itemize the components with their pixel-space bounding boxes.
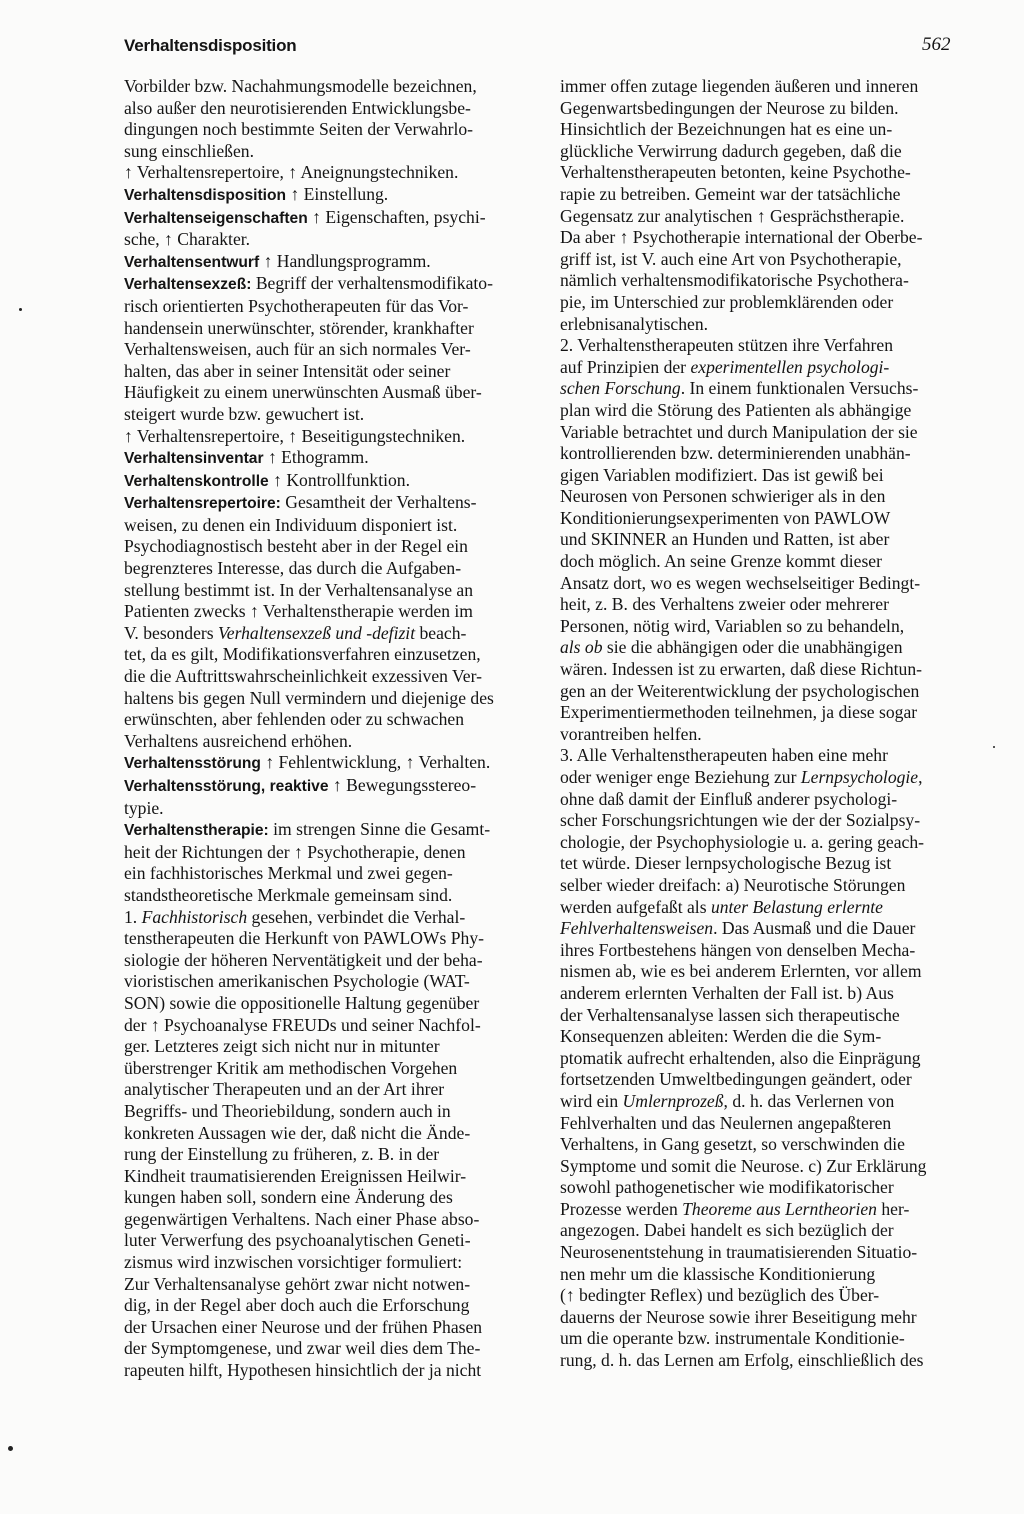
text-segment: gigen Variablen modifiziert. Das ist gewiß bei <box>560 464 884 485</box>
text-segment: Verhaltenstherapeuten betonten, keine Psychothe- <box>560 162 911 183</box>
text-line <box>560 443 968 465</box>
text-segment: fortsetzenden Umweltbedingungen geändert, oder <box>560 1069 912 1090</box>
text-line <box>124 688 534 710</box>
text-line <box>124 426 534 448</box>
text-line <box>560 918 968 940</box>
text-segment: Neurosen von Personen schwieriger als in den <box>560 486 886 507</box>
text-line <box>560 119 968 141</box>
text-line <box>560 227 968 249</box>
text-segment: ihres Fortbestehens hängen von denselben Mecha- <box>560 939 916 960</box>
text-line <box>124 76 534 98</box>
text-line <box>560 551 968 573</box>
text-segment: sie die abhängigen oder die unabhängigen <box>602 637 903 658</box>
text-line <box>560 1220 968 1242</box>
text-line <box>124 842 534 864</box>
text-segment: und SKINNER an Hunden und Ratten, ist aber <box>560 529 890 550</box>
text-line <box>560 270 968 292</box>
text-segment: ger. Letzteres zeigt sich nicht nur in mitunter <box>124 1036 440 1057</box>
text-segment: tet, da es gilt, Modifikationsverfahren einzusetzen, <box>124 644 481 665</box>
text-segment: kungen haben soll, sondern eine Änderung des <box>124 1187 453 1208</box>
text-line <box>560 810 968 832</box>
emphasis-text: Fachhistorisch <box>141 906 248 927</box>
text-segment: gesehen, verbindet die Verhal- <box>247 906 466 927</box>
text-line <box>560 637 968 659</box>
text-segment: vioristischen amerikanischen Psychologie (WAT- <box>124 971 470 992</box>
text-segment: 3. Alle Verhaltenstherapeuten haben eine mehr <box>560 745 888 766</box>
text-segment: erlebnisanalytischen. <box>560 313 709 334</box>
text-segment: ↑ Kontrollfunktion. <box>268 469 410 490</box>
text-line <box>124 993 534 1015</box>
text-line <box>124 1295 534 1317</box>
entry-headword: Verhaltensentwurf <box>124 253 260 271</box>
text-segment: sche, ↑ Charakter. <box>124 229 251 250</box>
text-line <box>124 1338 534 1360</box>
text-line <box>124 580 534 602</box>
text-line <box>560 832 968 854</box>
text-segment: stellung bestimmt ist. In der Verhaltensanalyse an <box>124 579 474 600</box>
text-segment: Ansatz dort, wo es wegen wechselseitiger Bedingt- <box>560 572 921 593</box>
text-segment: kontrollierenden bzw. determinierenden unabhän- <box>560 443 911 464</box>
text-segment: nismen ab, wie es bei anderem Erlernten, vor allem <box>560 961 922 982</box>
text-segment: Variable betrachtet und durch Manipulation der sie <box>560 421 918 442</box>
text-line <box>124 447 534 470</box>
text-line <box>560 529 968 551</box>
text-segment: sung einschließen. <box>124 140 254 161</box>
text-line <box>560 357 968 379</box>
text-segment: erwünschten, aber fehlenden oder zu schwachen <box>124 709 464 730</box>
text-segment: der ↑ Psychoanalyse FREUDs und seiner Nachfol- <box>124 1014 481 1035</box>
text-line <box>124 1209 534 1231</box>
text-line <box>124 1058 534 1080</box>
text-line <box>124 536 534 558</box>
text-line <box>124 119 534 141</box>
text-line <box>124 251 534 274</box>
text-segment: Gegensatz zur analytischen ↑ Gesprächstherapie. <box>560 205 905 226</box>
text-line <box>560 789 968 811</box>
text-line <box>560 422 968 444</box>
text-line <box>560 1199 968 1221</box>
text-line <box>124 184 534 207</box>
text-segment: weisen, zu denen ein Individuum disponiert ist. <box>124 514 458 535</box>
text-segment: heit, z. B. des Verhaltens zweier oder mehrerer <box>560 594 889 615</box>
text-line <box>124 229 534 251</box>
text-segment: handensein unerwünschter, störender, krankhafter <box>124 317 474 338</box>
text-line <box>124 1360 534 1382</box>
text-line <box>124 1252 534 1274</box>
text-line <box>124 623 534 645</box>
text-segment: 2. Verhaltenstherapeuten stützen ihre Verfahren <box>560 335 894 356</box>
text-segment: Fehlverhalten und das Neulernen angepaßteren <box>560 1112 892 1133</box>
text-line <box>560 1026 968 1048</box>
text-segment: 1. <box>124 906 142 927</box>
text-segment: der Symptomgenese, und zwar weil dies dem The- <box>124 1338 481 1359</box>
text-segment: gegenwärtigen Verhaltens. Nach einer Phase abso- <box>124 1208 480 1229</box>
emphasis-text: Lernpsychologie <box>800 767 919 787</box>
text-line <box>124 863 534 885</box>
text-line <box>124 971 534 993</box>
text-line <box>124 731 534 753</box>
text-line <box>560 1113 968 1135</box>
left-column <box>124 76 534 1382</box>
text-segment: ↑ Eigenschaften, psychi- <box>307 206 486 227</box>
entry-headword: Verhaltensexzeß: <box>124 276 252 294</box>
text-line <box>560 702 968 724</box>
text-segment: steigert wurde bzw. gewuchert ist. <box>124 403 365 424</box>
text-line <box>560 508 968 530</box>
text-segment: Prozesse werden <box>560 1198 683 1219</box>
text-line <box>124 1144 534 1166</box>
text-segment: überstrenger Kritik am methodischen Vorgehen <box>124 1057 458 1078</box>
text-segment: nämlich verhaltensmodifikatorische Psychothera- <box>560 270 909 291</box>
text-line <box>560 206 968 228</box>
text-segment: typie. <box>124 797 164 818</box>
text-line <box>124 644 534 666</box>
text-segment: ptomatik aufrecht erhaltenden, also die Einprägung <box>560 1047 921 1068</box>
text-line <box>560 314 968 336</box>
text-segment: Konsequenzen ableiten: Werden die die Sym- <box>560 1026 882 1047</box>
text-segment: also außer den neurotisierenden Entwicklungsbe- <box>124 97 471 118</box>
entry-headword: Verhaltenseigenschaften <box>124 209 308 227</box>
text-segment: Zur Verhaltensanalyse gehört zwar nicht notwen- <box>124 1273 471 1294</box>
text-line <box>560 292 968 314</box>
text-segment: rapeuten hilft, Hypothesen hinsichtlich der ja nicht <box>124 1360 482 1381</box>
text-line <box>560 573 968 595</box>
text-line <box>560 940 968 962</box>
text-segment: anderem erlernten Verhalten der Fall ist. b) Aus <box>560 982 894 1003</box>
text-segment: die die Auftrittswahrscheinlichkeit exzessiven Ver- <box>124 666 482 687</box>
text-segment: im strengen Sinne die Gesamt- <box>268 819 491 840</box>
text-segment: Gegenwartsbedingungen der Neurose zu bilden. <box>560 97 899 118</box>
entry-headword: Verhaltenskontrolle <box>124 472 269 490</box>
text-segment: scher Forschungsrichtungen wie der der Sozialpsy- <box>560 810 921 831</box>
text-segment: dig, in der Regel aber doch auch die Erforschung <box>124 1295 470 1316</box>
text-segment: glückliche Verwirrung dadurch gegeben, daß die <box>560 140 902 161</box>
text-segment: heit der Richtungen der ↑ Psychotherapie, denen <box>124 841 466 862</box>
text-segment: nen mehr um die klassische Konditionierung <box>560 1263 876 1284</box>
text-line <box>124 907 534 929</box>
text-segment: dauerns der Neurose sowie ihrer Beseitigung mehr <box>560 1306 917 1327</box>
text-line <box>560 378 968 400</box>
text-line <box>560 767 968 789</box>
entry-headword: Verhaltensstörung <box>124 755 261 773</box>
text-segment: Häufigkeit zu einem unerwünschten Ausmaß über- <box>124 382 482 403</box>
text-line <box>124 950 534 972</box>
text-line <box>560 1285 968 1307</box>
text-segment: oder weniger enge Beziehung zur <box>560 767 801 787</box>
text-line <box>124 1230 534 1252</box>
text-segment: zismus wird inzwischen vorsichtiger formuliert: <box>124 1252 463 1273</box>
text-line <box>124 1166 534 1188</box>
text-line <box>560 745 968 767</box>
text-segment: Personen, nötig wird, Variablen so zu behandeln, <box>560 615 905 636</box>
text-line <box>124 1274 534 1296</box>
text-line <box>124 709 534 731</box>
text-segment: rung, d. h. das Lernen am Erfolg, einschließlich des <box>560 1350 924 1371</box>
text-line <box>124 1187 534 1209</box>
text-segment: ↑ Einstellung. <box>286 183 389 204</box>
text-segment: Kindheit traumatisierenden Ereignissen Heilwir- <box>124 1165 467 1186</box>
text-segment: ↑ Fehlentwicklung, ↑ Verhalten. <box>260 752 491 773</box>
text-segment: Vorbilder bzw. Nachahmungsmodelle bezeichnen, <box>124 76 477 96</box>
text-line <box>560 184 968 206</box>
text-segment: halten, das aber in seiner Intensität oder seiner <box>124 360 451 381</box>
text-line <box>560 897 968 919</box>
text-segment: Verhaltens ausreichend erhöhen. <box>124 730 353 751</box>
text-line <box>124 515 534 537</box>
text-line <box>560 400 968 422</box>
text-segment: auf Prinzipien der <box>560 356 691 377</box>
text-segment: der Ursachen einer Neurose und der frühen Phasen <box>124 1316 483 1337</box>
text-segment: Patienten zwecks ↑ Verhaltenstherapie werden im <box>124 601 473 622</box>
text-segment: griff ist, ist V. auch eine Art von Psychotherapie, <box>560 248 902 269</box>
emphasis-text: Umlernprozeß <box>622 1090 724 1111</box>
text-line <box>560 141 968 163</box>
emphasis-text: Theoreme aus Lerntheorien <box>682 1198 877 1219</box>
text-line <box>560 1177 968 1199</box>
text-line <box>124 819 534 842</box>
text-line <box>560 249 968 271</box>
text-line <box>560 961 968 983</box>
page-number: 562 <box>922 34 951 55</box>
text-line <box>560 659 968 681</box>
entry-headword: Verhaltenstherapie: <box>124 822 269 840</box>
text-segment: beach- <box>415 622 467 643</box>
text-line <box>560 1328 968 1350</box>
text-segment: plan wird die Störung des Patienten als abhängige <box>560 399 912 420</box>
text-line <box>124 339 534 361</box>
text-segment: um die operante bzw. instrumentale Konditionie- <box>560 1328 905 1349</box>
text-segment: Gesamtheit der Verhaltens- <box>280 492 477 513</box>
text-line <box>124 775 534 798</box>
emphasis-text: Fehlverhaltensweisen <box>560 918 714 939</box>
text-segment: (↑ bedingter Reflex) und bezüglich des Über- <box>560 1285 880 1306</box>
text-line <box>560 76 968 98</box>
text-segment: V. besonders <box>124 622 218 643</box>
entry-headword: Verhaltensstörung, reaktive <box>124 778 329 795</box>
text-line <box>124 207 534 230</box>
text-segment: doch möglich. An seine Grenze kommt dieser <box>560 551 882 572</box>
text-segment: ↑ Handlungsprogramm. <box>259 250 431 271</box>
text-line <box>124 1036 534 1058</box>
text-line <box>124 141 534 163</box>
text-line <box>560 594 968 616</box>
text-line <box>124 928 534 950</box>
text-segment: , d. h. das Verlernen von <box>723 1090 895 1111</box>
text-line <box>124 162 534 184</box>
text-line <box>124 361 534 383</box>
text-segment: vorantreiben helfen. <box>560 723 702 744</box>
text-line <box>124 1079 534 1101</box>
text-line <box>560 1307 968 1329</box>
right-column <box>560 76 968 1372</box>
text-line <box>560 1005 968 1027</box>
text-segment: Symptome und somit die Neurose. c) Zur Erklärung <box>560 1155 927 1176</box>
text-segment: risch orientierten Psychotherapeuten für das Vor- <box>124 295 469 316</box>
text-segment: wird ein <box>560 1090 623 1111</box>
scan-speck <box>19 308 22 311</box>
text-line <box>560 875 968 897</box>
text-segment: Hinsichtlich der Bezeichnungen hat es eine un- <box>560 119 893 140</box>
text-line <box>560 1069 968 1091</box>
text-segment: konkreten Aussagen wie der, daß nicht die Ände- <box>124 1122 471 1143</box>
text-segment: angezogen. Dabei handelt es sich bezüglich der <box>560 1220 894 1241</box>
text-line <box>124 1317 534 1339</box>
text-segment: pie, im Unterschied zur problemklärenden oder <box>560 291 894 312</box>
text-segment: haltens bis gegen Null vermindern und diejenige des <box>124 687 494 708</box>
text-line <box>124 98 534 120</box>
text-segment: rapie zu betreiben. Gemeint war der tatsächliche <box>560 183 901 204</box>
text-segment: ohne daß damit der Einfluß anderer psychologi- <box>560 788 898 809</box>
text-line <box>124 1101 534 1123</box>
text-segment: Begriffs- und Theoriebildung, sondern auch in <box>124 1100 451 1121</box>
text-segment: Da aber ↑ Psychotherapie international der Oberbe- <box>560 227 923 248</box>
text-segment: tet würde. Dieser lernpsychologische Bezug ist <box>560 853 892 874</box>
text-segment: . Das Ausmaß und die Dauer <box>713 918 916 939</box>
text-line <box>124 470 534 493</box>
emphasis-text: Verhaltensexzeß und -defizit <box>218 622 416 643</box>
text-line <box>124 601 534 623</box>
text-line <box>124 318 534 340</box>
text-line <box>124 382 534 404</box>
entry-headword: Verhaltensrepertoire: <box>124 495 281 513</box>
text-segment: . In einem funktionalen Versuchs- <box>680 378 919 399</box>
text-segment: werden aufgefaßt als <box>560 896 711 917</box>
text-segment: ↑ Ethogramm. <box>263 447 369 468</box>
scan-speck <box>993 746 995 748</box>
text-segment: ↑ Verhaltensrepertoire, ↑ Aneignungstechniken. <box>124 162 459 183</box>
text-line <box>560 162 968 184</box>
text-line <box>560 1242 968 1264</box>
text-line <box>560 681 968 703</box>
text-line <box>560 1264 968 1286</box>
text-line <box>560 1134 968 1156</box>
text-line <box>560 1350 968 1372</box>
text-line <box>560 98 968 120</box>
text-segment: luter Verwerfung des psychoanalytischen Geneti- <box>124 1230 471 1251</box>
text-line <box>124 752 534 775</box>
text-line <box>560 616 968 638</box>
text-segment: sowohl pathogenetischer wie modifikatorischer <box>560 1177 894 1198</box>
text-line <box>124 1123 534 1145</box>
text-segment: ein fachhistorisches Merkmal und zwei gegen- <box>124 863 453 884</box>
text-segment: Verhaltensweisen, auch für an sich normales Ver- <box>124 339 471 360</box>
text-line <box>124 492 534 515</box>
text-segment: der Verhaltensanalyse lassen sich therapeutische <box>560 1004 900 1025</box>
text-line <box>560 465 968 487</box>
scan-speck <box>8 1446 13 1451</box>
text-segment: analytischer Therapeuten und an der Art ihrer <box>124 1079 445 1100</box>
text-segment: wären. Indessen ist zu erwarten, daß diese Richtun- <box>560 659 923 680</box>
text-segment: SON) sowie die oppositionelle Haltung gegenüber <box>124 992 480 1013</box>
text-line <box>124 885 534 907</box>
text-segment: siologie der höheren Nerventätigkeit und der beha- <box>124 949 483 970</box>
text-segment: Konditionierungsexperimenten von PAWLOW <box>560 507 891 528</box>
text-line <box>560 1156 968 1178</box>
text-line <box>124 798 534 820</box>
entry-headword: Verhaltensdisposition <box>124 186 287 204</box>
text-segment: immer offen zutage liegenden äußeren und inneren <box>560 76 919 96</box>
text-line <box>560 853 968 875</box>
text-segment: standstheoretische Merkmale gemeinsam sind. <box>124 884 453 905</box>
text-line <box>560 335 968 357</box>
emphasis-text: schen Forschung <box>560 378 681 399</box>
text-line <box>560 1048 968 1070</box>
text-line <box>124 1015 534 1037</box>
text-segment: begrenzteres Interesse, das durch die Aufgaben- <box>124 558 462 579</box>
text-segment: selber wieder dreifach: a) Neurotische Störungen <box>560 874 906 895</box>
text-line <box>124 558 534 580</box>
text-segment: chologie, der Psychophysiologie u. a. gering geach- <box>560 831 924 852</box>
text-line <box>124 273 534 296</box>
text-segment: , <box>918 767 923 787</box>
text-segment: tenstherapeuten die Herkunft von PAWLOWs Phy- <box>124 928 485 949</box>
text-line <box>560 983 968 1005</box>
text-line <box>560 724 968 746</box>
running-head: Verhaltensdisposition <box>124 36 297 55</box>
text-line <box>124 404 534 426</box>
text-segment: Psychodiagnostisch besteht aber in der Regel ein <box>124 536 468 557</box>
text-segment: her- <box>876 1198 910 1219</box>
text-segment: gen an der Weiterentwicklung der psychologischen <box>560 680 920 701</box>
emphasis-text: als ob <box>560 637 603 658</box>
emphasis-text: unter Belastung erlernte <box>710 896 883 917</box>
text-segment: ↑ Verhaltensrepertoire, ↑ Beseitigungstechniken. <box>124 425 466 446</box>
text-line <box>560 1091 968 1113</box>
text-line <box>124 296 534 318</box>
text-segment: Experimentiermethoden teilnehmen, ja diese sogar <box>560 702 918 723</box>
text-line <box>124 666 534 688</box>
text-segment: Verhaltens, in Gang gesetzt, so verschwinden die <box>560 1134 905 1155</box>
text-segment: Begriff der verhaltensmodifikato- <box>251 273 493 294</box>
text-segment: dingungen noch bestimmte Seiten der Verwahrlo- <box>124 119 474 140</box>
emphasis-text: experimentellen psychologi- <box>690 356 890 377</box>
entry-headword: Verhaltensinventar <box>124 450 264 468</box>
text-line <box>560 486 968 508</box>
text-segment: rung der Einstellung zu früheren, z. B. in der <box>124 1144 440 1165</box>
text-segment: Neurosenentstehung in traumatisierenden Situatio- <box>560 1242 918 1263</box>
text-segment: ↑ Bewegungsstereo- <box>328 775 477 795</box>
